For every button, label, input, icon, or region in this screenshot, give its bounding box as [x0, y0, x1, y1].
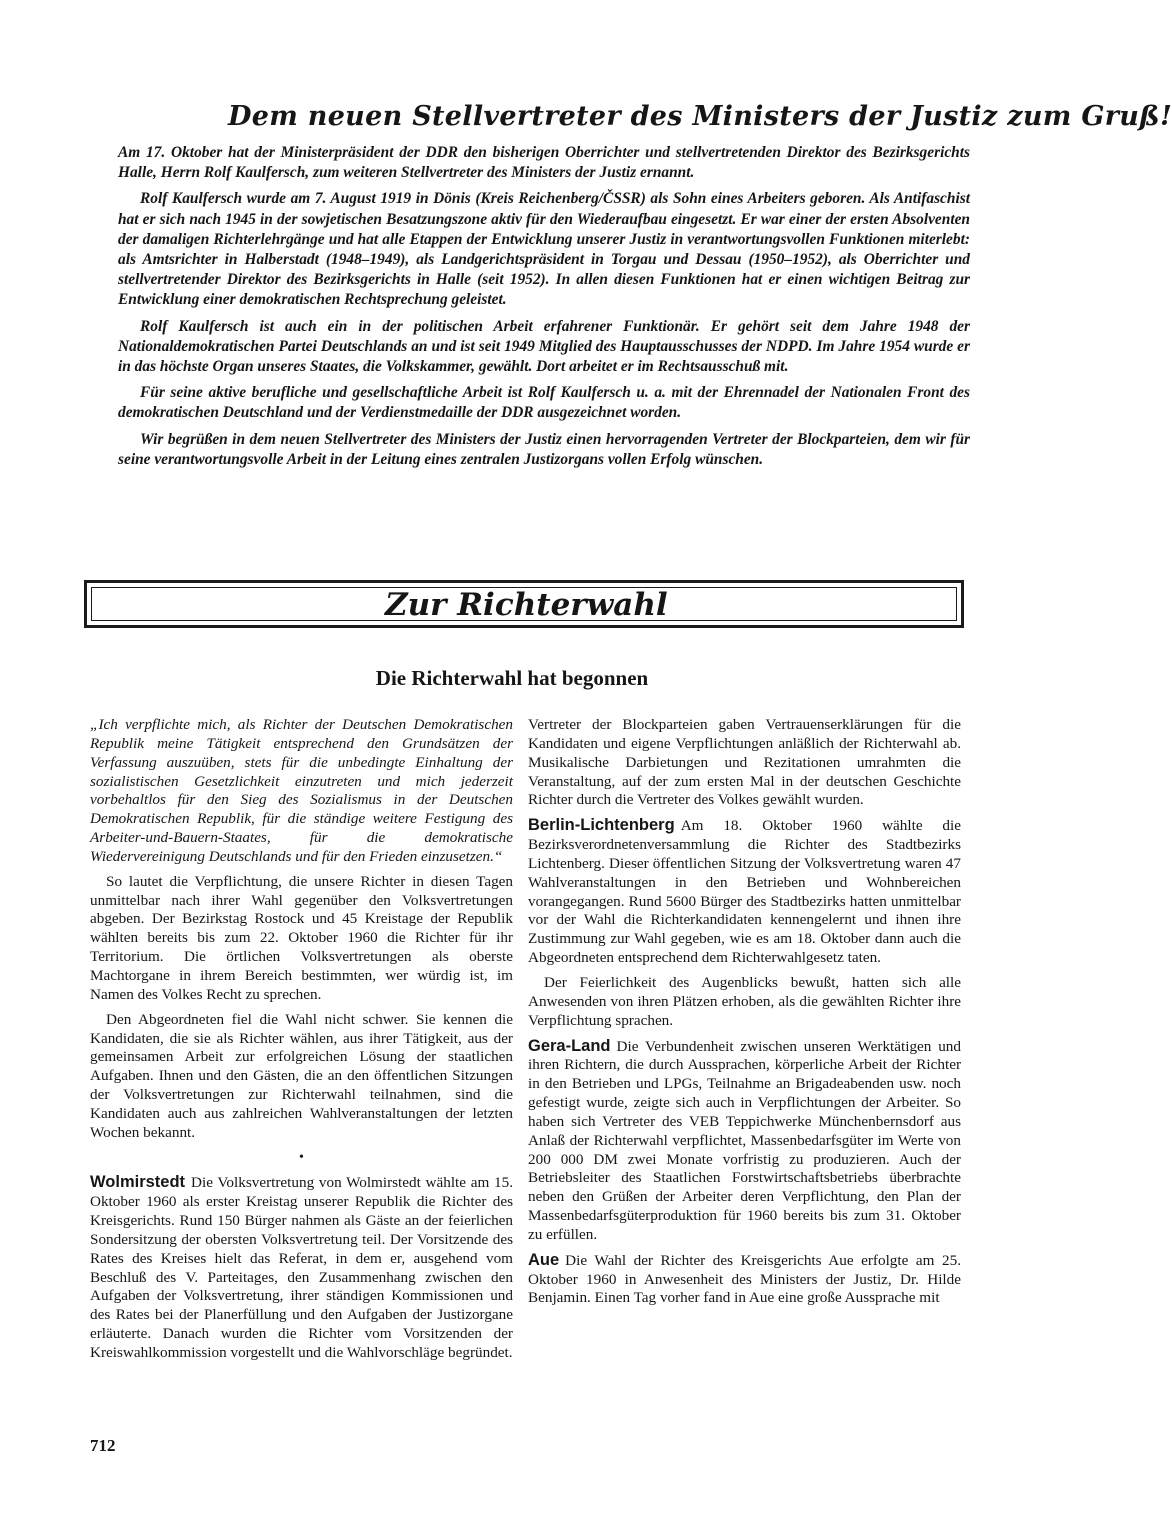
place-heading: Gera-Land [528, 1036, 611, 1055]
article-paragraph: So lautet die Verpflichtung, die unsere Richter in diesen Tagen unmittelbar nach ihrer Wahl gegenüber den Volksvertretungen abgeben. Der Bezirkstag Rostock und 45 Kreistage der Republik wählten bereits bis zum 22. Oktober 1960 die Richter für ihr Territorium. Die örtlichen Volksvertretungen als oberste Machtorgane in ihrem Bereich bestimmten, wer würdig ist, im Namen des Volkes Recht zu sprechen. [90, 872, 513, 1003]
intro-paragraph: Rolf Kaulfersch ist auch ein in der politischen Arbeit erfahrener Funktionär. Er gehört seit dem Jahre 1948 der Nationaldemokratischen Partei Deutschlands an und ist seit 1949 Mitglied des Hauptausschusses der NDPD. Im Jahre 1954 wurde er in das höchste Organ unseres Staates, die Volkskammer, gewählt. Dort arbeitet er im Rechtsausschuß mit. [118, 317, 970, 376]
report-aue [528, 1251, 961, 1309]
section-banner [84, 580, 964, 628]
place-heading: Wolmirstedt [90, 1173, 186, 1192]
intro-paragraph: Wir begrüßen in dem neuen Stellvertreter des Ministers der Justiz einen hervorragenden Vertreter der Blockparteien, dem wir für seine verantwortungsvolle Arbeit in der Leitung eines zentralen Justizorgans vollen Erfolg wünschen. [118, 430, 970, 468]
intro-paragraph: Am 17. Oktober hat der Ministerpräsident der DDR den bisherigen Oberrichter und stellvertretenden Direktor des Bezirksgerichts Halle, Herrn Rolf Kaulfersch, zum weiteren Stellvertreter des Ministers der Justiz ernannt. [118, 144, 970, 182]
report-wolmirstedt [90, 1173, 513, 1362]
oath-quote: „Ich verpflichte mich, als Richter der Deutschen Demokratischen Republik meine Tätigkeit entsprechend den Grundsätzen der Verfassung auszuüben, stets für die unbedingte Einhaltung der sozialistischen Gesetzlichkeit einzutreten und mich jederzeit vorbehaltlos für den Sieg des Sozialismus in der Deutschen Demokratischen Republik, für die ständige weitere Festigung des Arbeiter-und-Bauern-Staates, für die demokratische Wiedervereinigung Deutschlands und für den Frieden einzusetzen.“ [90, 716, 513, 865]
report-gera [528, 1037, 961, 1245]
intro-paragraph: Rolf Kaulfersch wurde am 7. August 1919 in Dönis (Kreis Reichenberg/ČSSR) als Sohn eines Arbeiters geboren. Als Antifaschist hat er sich nach 1945 in der sowjetischen Besatzungszone aktiv für den Wiederaufbau eingesetzt. Er war einer der ersten Absolventen der damaligen Richterlehrgänge und hat alle Etappen der Entwicklung unserer Justiz in verantwortungsvollen Funktionen miterlebt: als Amtsrichter in Halberstadt (1948–1949), als Landgerichtspräsident in Torgau und Dessau (1950–1952), als Oberrichter und stellvertretender Direktor des Bezirksgerichts in Halle (seit 1952). In allen diesen Funktionen hat er einen wichtigen Beitrag zur Entwicklung einer demokratischen Rechtsprechung geleistet. [118, 190, 970, 309]
place-heading: Berlin-Lichtenberg [528, 816, 675, 835]
section-divider: • [299, 1149, 304, 1165]
intro-paragraph: Für seine aktive berufliche und gesellschaftliche Arbeit ist Rolf Kaulfersch u. a. mit der Ehrennadel der Nationalen Front des demokratischen Deutschland und der Verdienstmedaille der DDR ausgezeichnet worden. [118, 384, 970, 422]
report-berlin [528, 816, 961, 968]
place-heading: Aue [528, 1250, 560, 1269]
report-text: Die Wahl der Richter des Kreisgerichts Aue erfolgte am 25. Oktober 1960 in Anwesenheit des Ministers der Justiz, Dr. Hilde Benjamin. Einen Tag vorher fand in Aue eine große Aussprache mit [528, 1251, 961, 1307]
intro-heading: Dem neuen Stellvertreter des Ministers der Justiz zum Gruß! [228, 101, 1172, 132]
article-column-left [90, 716, 513, 1369]
article-column-right [528, 716, 961, 1314]
intro-text [118, 143, 970, 476]
article-paragraph: Der Feierlichkeit des Augenblicks bewußt, hatten sich alle Anwesenden von ihren Plätzen erhoben, als die gewählten Richter ihre Verpflichtung sprachen. [528, 973, 961, 1029]
page-number: 712 [90, 1436, 116, 1455]
article-paragraph: Vertreter der Blockparteien gaben Vertrauenserklärungen für die Kandidaten und eigene Verpflichtungen anläßlich der Richterwahl ab. Musikalische Darbietungen und Rezitationen umrahmten die Veranstaltung, auf der zum ersten Mal in der deutschen Geschichte Richter durch die Vertreter des Volkes gewählt wurden. [528, 716, 961, 809]
report-text: Am 18. Oktober 1960 wählte die Bezirksverordnetenversammlung die Richter des Stadtbezirks Lichtenberg. Dieser öffentlichen Sitzung der Volksvertretung waren 47 Wahlveranstaltungen in den Betrieben und Wohnbereichen vorangegangen. Rund 5600 Bürger des Stadtbezirks hatten unmittelbar vor der Wahl die Richterkandidaten kennengelernt und ihnen ihre Zustimmung zur Wahl gegeben, wie es am 18. Oktober dann auch die Abgeordneten entsprechend dem Richterwahlgesetz taten. [528, 817, 961, 967]
section-title: Zur Richterwahl [385, 587, 668, 623]
article-paragraph: Den Abgeordneten fiel die Wahl nicht schwer. Sie kennen die Kandidaten, die sie als Richter wählen, aus ihrer Tätigkeit, aus der gemeinsamen Arbeit zur erfolgreichen Lösung der staatlichen Aufgaben. Ihnen und den Gästen, die an den öffentlichen Sitzungen der Volksvertretungen zur Richterwahl teilnahmen, sind die Kandidaten auch aus zahlreichen Wahlveranstaltungen der letzten Wochen bekannt. [90, 1010, 513, 1141]
report-text: Die Verbundenheit zwischen unseren Werktätigen und ihren Richtern, die durch Aussprachen, körperliche Arbeit der Richter in den Betrieben und LPGs, Teilnahme an Brigadeabenden usw. noch gefestigt wurde, zeigte sich auch in Verpflichtungen der Arbeiter. So haben sich Vertreter des VEB Teppichwerke Münchenbernsdorf aus Anlaß der Richterwahl verpflichtet, Massenbedarfsgüter im Werte von 200 000 DM zwei Monate vorfristig zu produzieren. Auch der Betriebsleiter des Staatlichen Forstwirtschaftsbetriebs überbrachte neben den Grüßen der Arbeiter deren Verpflichtung, den Plan der Massenbedarfsgüterproduktion für 1960 bereits bis zum 31. Oktober zu erfüllen. [528, 1037, 961, 1243]
article-title: Die Richterwahl hat begonnen [375, 666, 649, 690]
report-text: Die Volksvertretung von Wolmirstedt wählte am 15. Oktober 1960 als erster Kreistag unserer Republik die Richter des Kreisgerichts. Rund 150 Bürger nahmen als Gäste an der feierlichen Sondersitzung der obersten Volksvertretung teil. Der Vorsitzende des Rates des Kreises hielt das Referat, in dem er, ausgehend vom Beschluß des V. Parteitages, den Zusammenhang zwischen den Aufgaben der Volksvertretung, ihrer ständigen Kommissionen und des Rates bei der Planerfüllung und den Aufgaben der Justizorgane erläuterte. Danach wurden die Richter vom Vorsitzenden der Kreiswahlkommission vorgestellt und die Wahlvorschläge begründet. [90, 1174, 513, 1361]
